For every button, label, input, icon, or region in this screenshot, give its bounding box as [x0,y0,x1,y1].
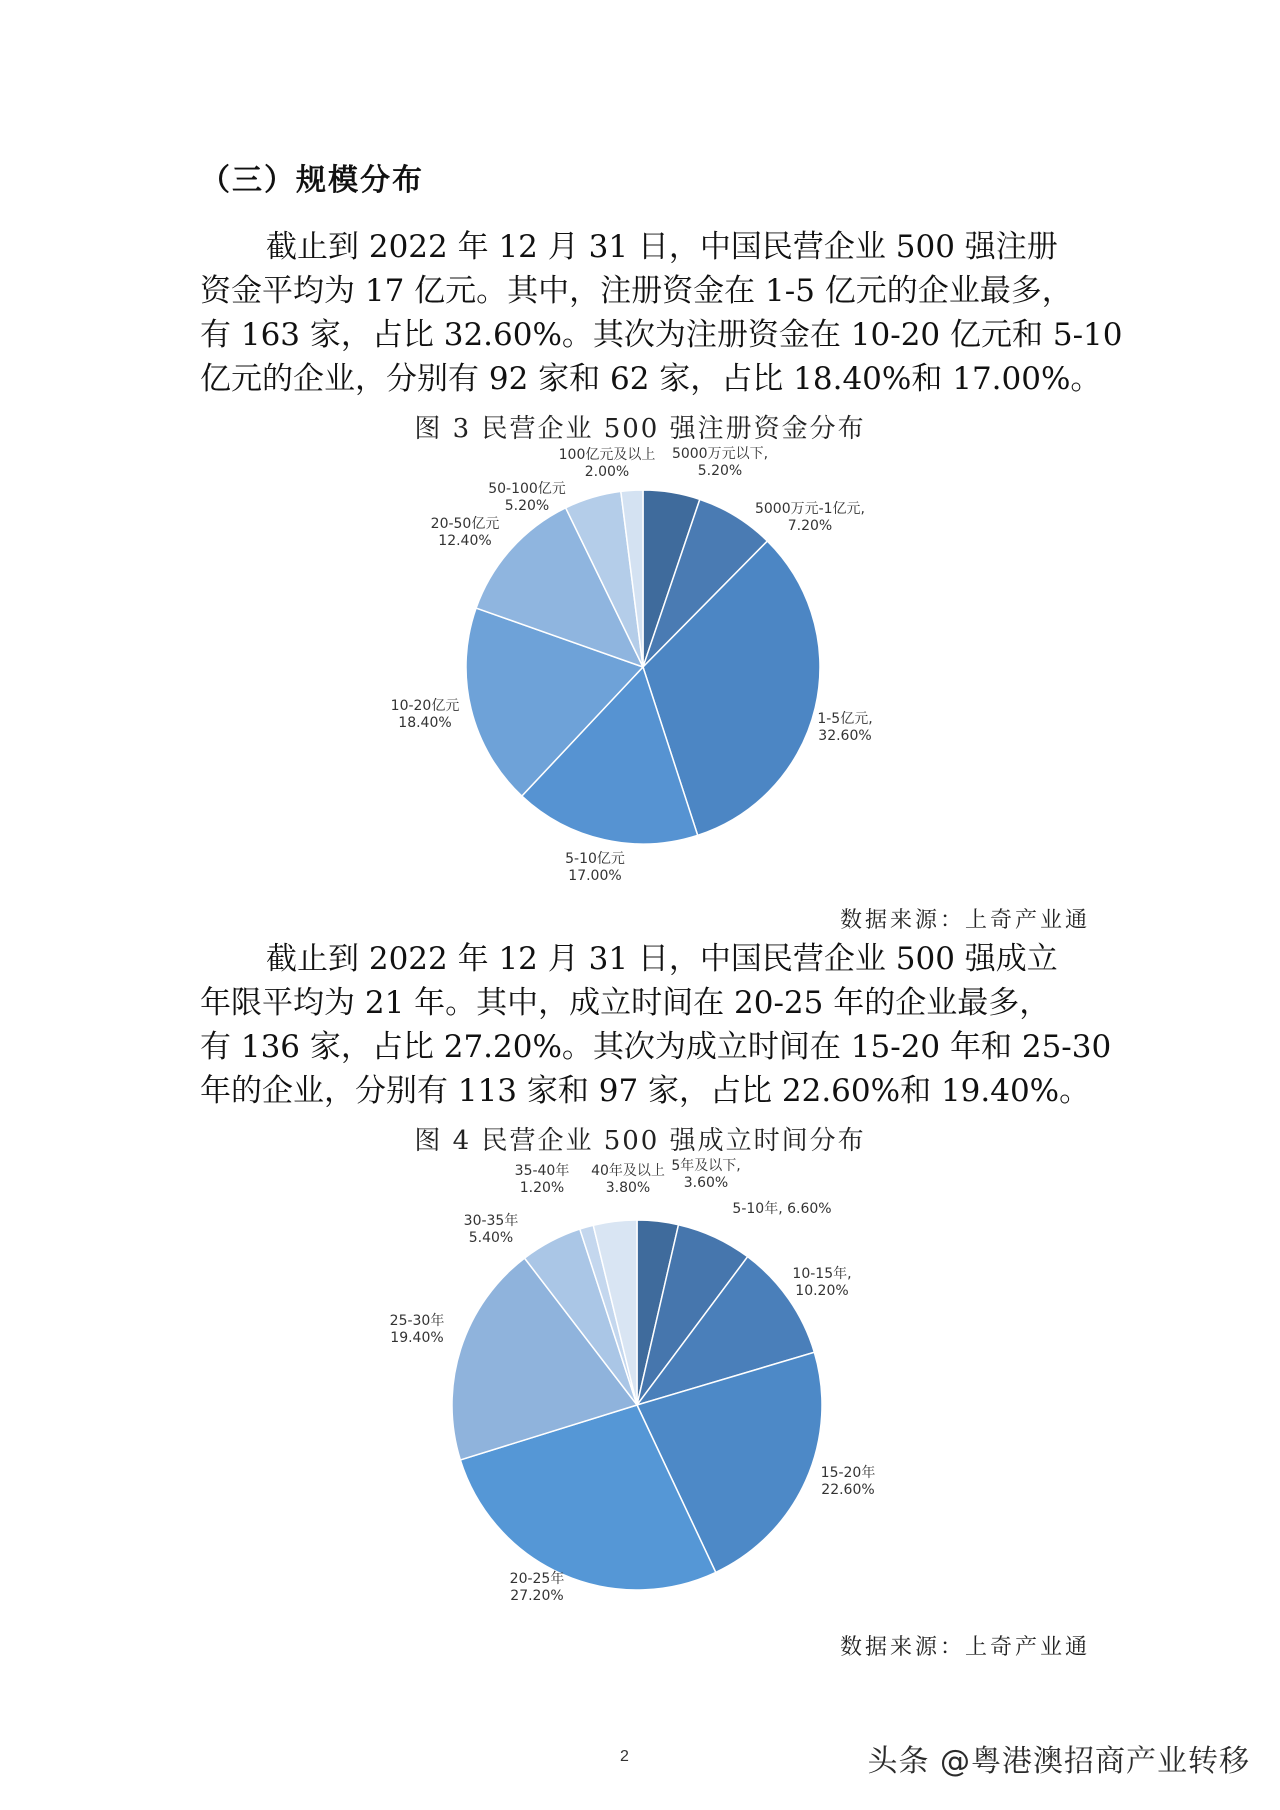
pie-slice-label: 18.40% [398,715,452,731]
pie-slice-label: 5.20% [504,498,550,514]
paragraph-establishment-years [200,937,1112,1113]
pie-slice-label: 10-15年, [792,1266,852,1282]
paragraph-line: 截止到 2022 年 12 月 31 日，中国民营企业 500 强成立 [266,941,1058,977]
paragraph-line: 亿元的企业，分别有 92 家和 62 家，占比 18.40%和 17.00%。 [200,361,1102,397]
pie-slice-label: 10-20亿元 [390,698,460,714]
pie-slice-label: 19.40% [390,1330,444,1346]
paragraph-line: 有 163 家，占比 32.60%。其次为注册资金在 10-20 亿元和 5-10 [200,317,1123,353]
pie-slice-label: 1-5亿元, [817,711,873,727]
pie-slice-label: 40年及以上 [591,1163,665,1179]
pie-slice-label: 5.40% [468,1230,514,1246]
pie-slice-label: 10.20% [795,1283,849,1299]
pie-slice-label: 3.60% [683,1175,729,1191]
pie-slice-label: 5000万元-1亿元, [754,501,866,517]
pie-slice-label: 17.00% [568,868,622,884]
pie-slice-label: 30-35年 [463,1213,519,1229]
paragraph-line: 年限平均为 21 年。其中，成立时间在 20-25 年的企业最多， [200,985,1051,1021]
pie-slice-label: 5-10亿元 [565,851,625,867]
pie-slice-label: 20-50亿元 [430,516,500,532]
figure-4-caption: 图 4 民营企业 500 强成立时间分布 [414,1126,866,1156]
pie-slice-label: 22.60% [821,1482,875,1498]
pie-slice-label: 2.00% [584,464,630,480]
pie-slice-label: 15-20年 [820,1465,876,1481]
watermark-text: 头条 @粤港澳招商产业转移 [867,1744,1250,1779]
section-heading: （三）规模分布 [200,163,424,198]
pie-slice-label: 25-30年 [389,1313,445,1329]
pie-slice-label: 5.20% [697,463,743,479]
paragraph-line: 资金平均为 17 亿元。其中，注册资金在 1-5 亿元的企业最多， [200,273,1073,309]
page-number: 2 [620,1748,629,1765]
paragraph-registered-capital [200,225,1123,401]
pie-slice-label: 12.40% [438,533,492,549]
paragraph-line: 有 136 家，占比 27.20%。其次为成立时间在 15-20 年和 25-30 [200,1029,1112,1065]
figure-3-caption: 图 3 民营企业 500 强注册资金分布 [414,414,866,444]
pie-slice-label: 27.20% [510,1588,564,1604]
pie-slice-label: 5-10年, 6.60% [732,1201,832,1217]
pie-slice-label: 5年及以下, [671,1158,741,1174]
figure-3-data-source: 数据来源：上奇产业通 [839,908,1090,933]
figure-4-pie-chart [0,1150,1280,1620]
pie-slice-label: 32.60% [818,728,872,744]
pie-slice-label: 3.80% [605,1180,651,1196]
pie-slice-label: 1.20% [519,1180,565,1196]
pie-slice-label: 35-40年 [514,1163,570,1179]
figure-3-pie-chart [0,440,1280,910]
pie-slice-label: 100亿元及以上 [558,447,656,463]
pie-slice-label: 7.20% [787,518,833,534]
pie-slice-label: 50-100亿元 [488,481,566,497]
paragraph-line: 年的企业，分别有 113 家和 97 家，占比 22.60%和 19.40%。 [200,1073,1091,1109]
figure-4-data-source: 数据来源：上奇产业通 [839,1635,1090,1660]
pie-slice-label: 20-25年 [509,1571,565,1587]
paragraph-line: 截止到 2022 年 12 月 31 日，中国民营企业 500 强注册 [266,229,1058,265]
pie-slice-label: 5000万元以下, [671,446,769,462]
